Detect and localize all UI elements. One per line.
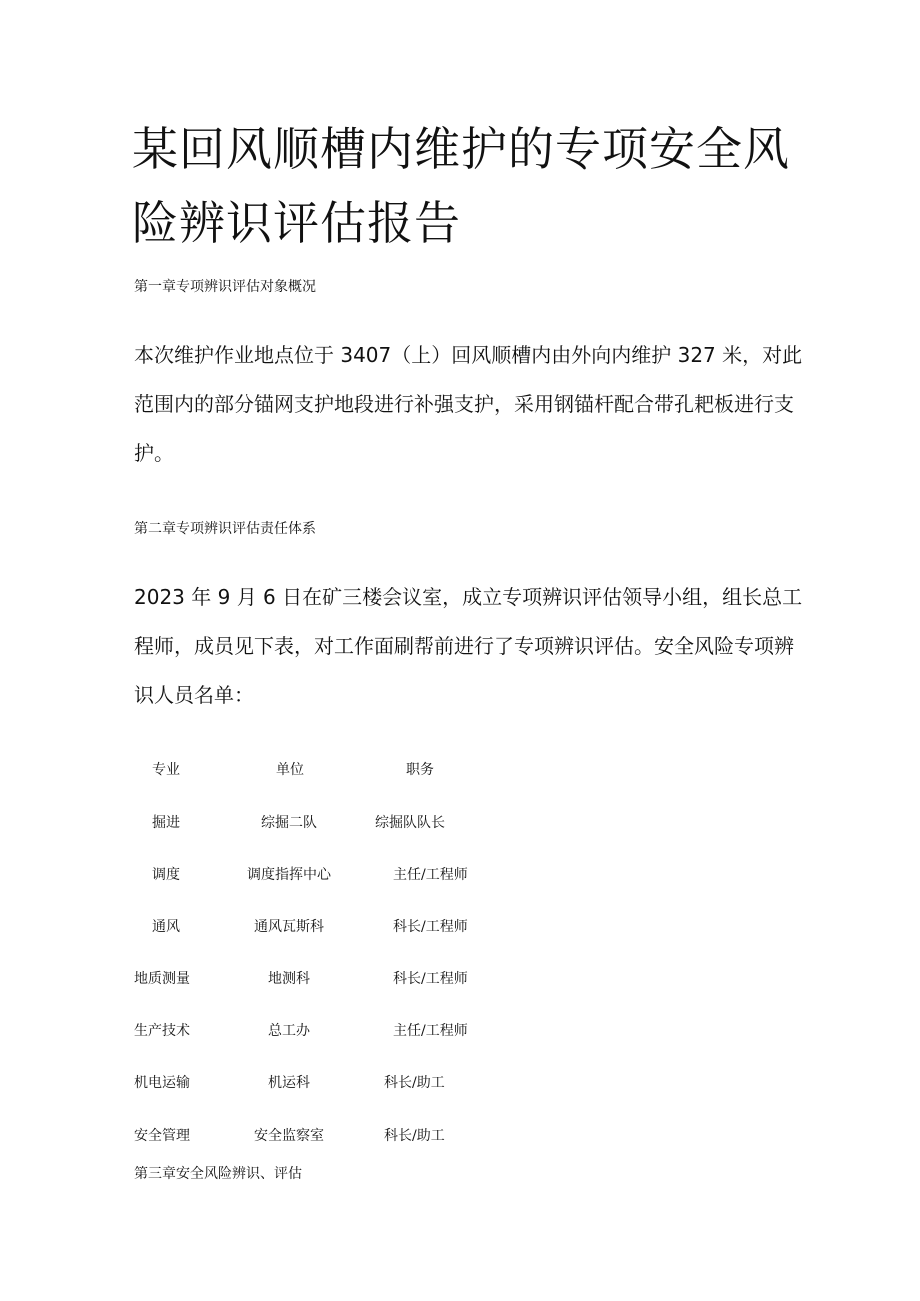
table-cell-position: 科长/工程师 [393,919,468,935]
table-cell-position: 主任/工程师 [393,1023,468,1039]
table-cell-specialty: 调度 [152,867,180,883]
table-cell-unit: 机运科 [268,1075,310,1091]
chapter-2-heading: 第二章专项辨识评估责任体系 [134,521,316,537]
table-cell-specialty: 机电运输 [134,1075,190,1091]
chapter-1-heading: 第一章专项辨识评估对象概况 [134,279,316,295]
table-cell-specialty: 安全管理 [134,1128,190,1144]
table-cell-unit: 通风瓦斯科 [254,919,324,935]
table-cell-specialty: 掘进 [152,815,180,831]
table-cell-position: 主任/工程师 [393,867,468,883]
table-header-specialty: 专业 [152,762,180,778]
table-cell-unit: 总工办 [268,1023,310,1039]
table-cell-unit: 综掘二队 [261,815,317,831]
table-header-unit: 单位 [276,762,304,778]
table-cell-position: 综掘队队长 [375,815,445,831]
chapter-1-paragraph: 本次维护作业地点位于 3407（上）回风顺槽内由外向内维护 327 米，对此范围内的部分锚网支护地段进行补强支护，采用钢锚杆配合带孔耙板进行支护。 [134,343,803,465]
table-cell-specialty: 通风 [152,919,180,935]
table-cell-specialty: 生产技术 [134,1023,190,1039]
chapter-2-paragraph: 2023 年 9 月 6 日在矿三楼会议室，成立专项辨识评估领导小组，组长总工程师，成员见下表，对工作面刷帮前进行了专项辨识评估。安全风险专项辨识人员名单： [134,585,803,707]
table-header-position: 职务 [406,762,434,778]
table-cell-unit: 地测科 [268,971,310,987]
chapter-3-heading: 第三章安全风险辨识、评估 [134,1166,302,1182]
table-cell-specialty: 地质测量 [134,971,190,987]
table-cell-unit: 安全监察室 [254,1128,324,1144]
document-title: 某回风顺槽内维护的专项安全风险辨识评估报告 [132,122,790,250]
table-cell-position: 科长/工程师 [393,971,468,987]
table-cell-unit: 调度指挥中心 [247,867,331,883]
table-cell-position: 科长/助工 [384,1075,445,1091]
table-cell-position: 科长/助工 [384,1128,445,1144]
